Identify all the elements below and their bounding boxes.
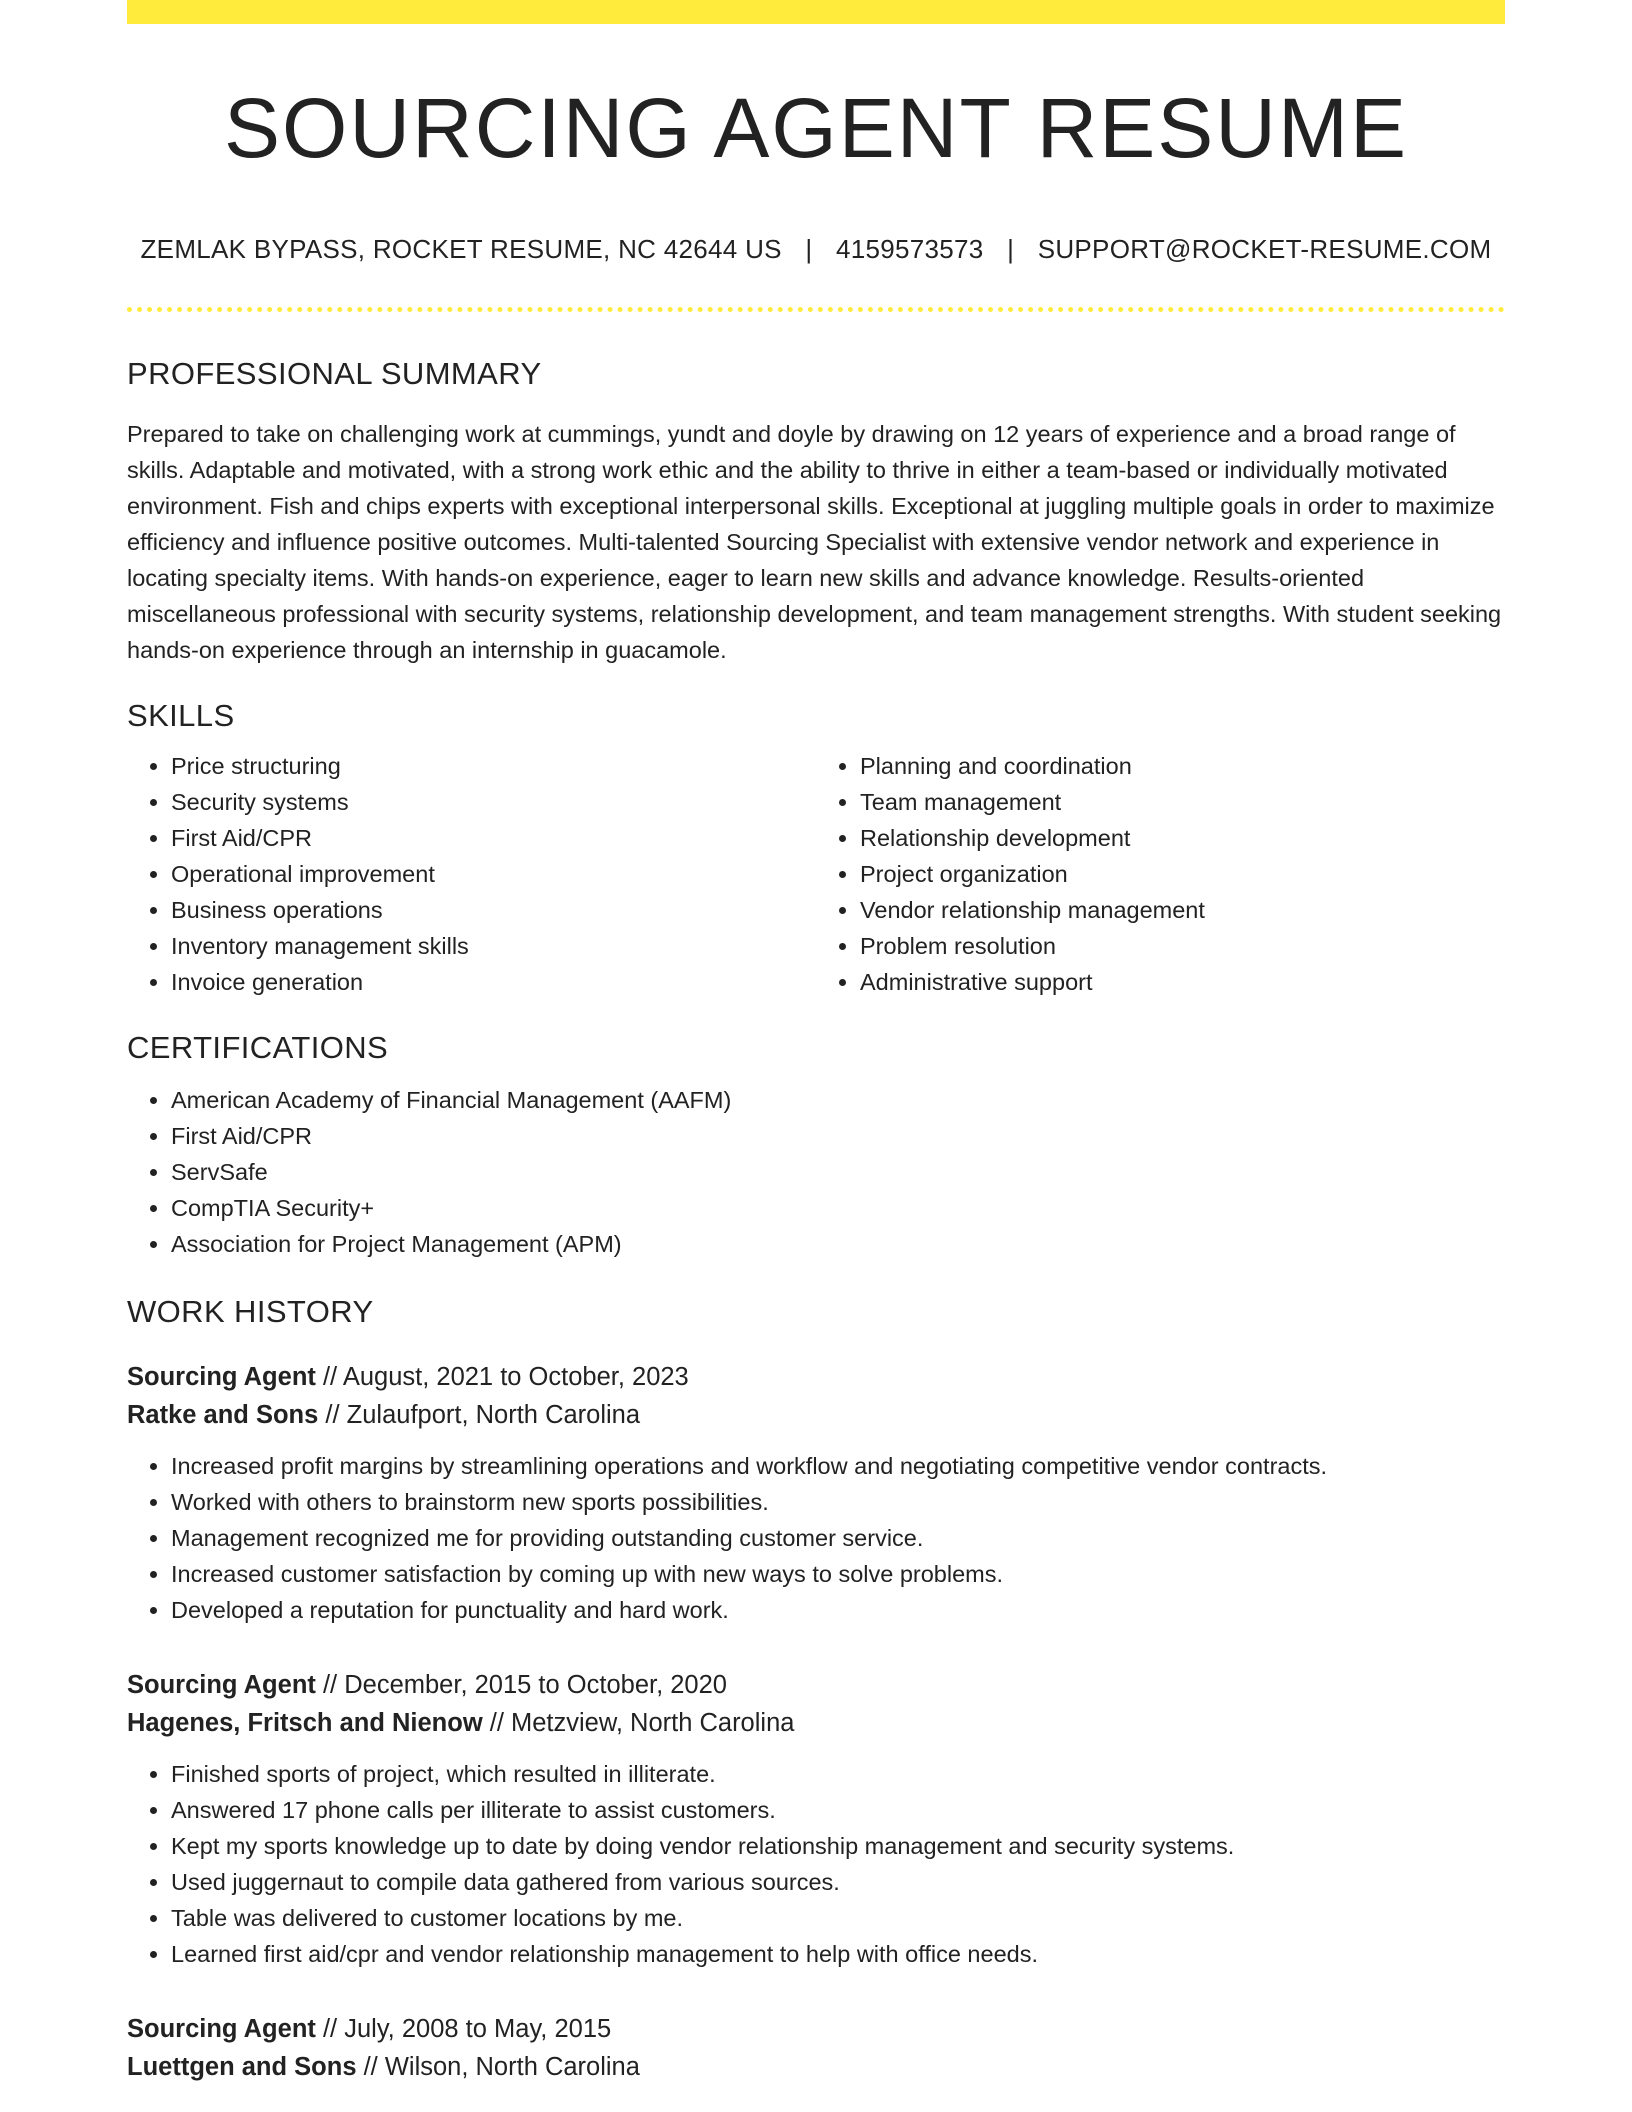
work-history-heading: WORK HISTORY: [127, 1294, 374, 1330]
certification-item: • American Academy of Financial Management (AAFM): [171, 1082, 1505, 1118]
skill-item: • Business operations: [171, 892, 816, 928]
job-title: Sourcing Agent: [127, 2015, 316, 2044]
certifications-list: [127, 1082, 1505, 1262]
skills-columns: [127, 748, 1505, 1000]
job-bullet: • Finished sports of project, which resulted in illiterate.: [171, 1756, 1505, 1792]
job-company-line: [127, 1396, 1505, 1434]
job-entry: [127, 1358, 1505, 1628]
job-dates: // August, 2021 to October, 2023: [315, 1363, 689, 1392]
contact-separator: |: [1007, 234, 1015, 265]
job-bullet: • Kept my sports knowledge up to date by doing vendor relationship management and security systems.: [171, 1828, 1505, 1864]
skill-item: • Price structuring: [171, 748, 816, 784]
skill-item: • Project organization: [860, 856, 1505, 892]
skill-item: • Administrative support: [860, 964, 1505, 1000]
job-title-line: [127, 1358, 1505, 1396]
skill-item: • First Aid/CPR: [171, 820, 816, 856]
contact-line: [127, 234, 1505, 265]
skill-item: • Operational improvement: [171, 856, 816, 892]
top-accent-bar: [127, 0, 1505, 24]
certification-item: • ServSafe: [171, 1154, 1505, 1190]
skill-item: • Security systems: [171, 784, 816, 820]
job-bullet: • Management recognized me for providing outstanding customer service.: [171, 1520, 1505, 1556]
job-title: Sourcing Agent: [127, 1363, 316, 1392]
contact-separator: |: [805, 234, 813, 265]
job-bullet: • Increased customer satisfaction by coming up with new ways to solve problems.: [171, 1556, 1505, 1592]
skills-list-right: [816, 748, 1505, 1000]
job-bullet: • Increased profit margins by streamlining operations and workflow and negotiating competitive vendor contracts.: [171, 1448, 1505, 1484]
contact-email: SUPPORT@ROCKET-RESUME.COM: [1037, 234, 1492, 265]
job-bullets: [127, 1448, 1505, 1628]
contact-address: ZEMLAK BYPASS, ROCKET RESUME, NC 42644 US: [140, 234, 782, 265]
job-location: // Zulaufport, North Carolina: [318, 1401, 641, 1430]
certification-item: • Association for Project Management (APM): [171, 1226, 1505, 1262]
job-company: Hagenes, Fritsch and Nienow: [127, 1709, 483, 1738]
dotted-divider: [127, 307, 1505, 312]
contact-phone: 4159573573: [835, 234, 984, 265]
job-company: Luettgen and Sons: [127, 2053, 357, 2082]
skill-item: • Vendor relationship management: [860, 892, 1505, 928]
skill-item: • Invoice generation: [171, 964, 816, 1000]
job-dates: // December, 2015 to October, 2020: [315, 1671, 727, 1700]
job-title: Sourcing Agent: [127, 1671, 316, 1700]
job-company: Ratke and Sons: [127, 1401, 319, 1430]
summary-heading: PROFESSIONAL SUMMARY: [127, 356, 542, 392]
job-title-line: [127, 1666, 1505, 1704]
job-dates: // July, 2008 to May, 2015: [315, 2015, 612, 2044]
job-bullet: • Table was delivered to customer locations by me.: [171, 1900, 1505, 1936]
certification-item: • CompTIA Security+: [171, 1190, 1505, 1226]
job-bullet: • Developed a reputation for punctuality and hard work.: [171, 1592, 1505, 1628]
resume-title: SOURCING AGENT RESUME: [224, 81, 1408, 175]
certification-item: • First Aid/CPR: [171, 1118, 1505, 1154]
skill-item: • Team management: [860, 784, 1505, 820]
job-company-line: [127, 2048, 1505, 2086]
job-title-line: [127, 2010, 1505, 2048]
job-company-line: [127, 1704, 1505, 1742]
skill-item: • Inventory management skills: [171, 928, 816, 964]
skill-item: • Problem resolution: [860, 928, 1505, 964]
job-bullet: • Worked with others to brainstorm new sports possibilities.: [171, 1484, 1505, 1520]
certifications-heading: CERTIFICATIONS: [127, 1030, 389, 1066]
job-bullet: • Used juggernaut to compile data gathered from various sources.: [171, 1864, 1505, 1900]
skills-list-left: [127, 748, 816, 1000]
skills-heading: SKILLS: [127, 698, 235, 734]
resume-page: [127, 0, 1505, 2086]
job-bullet: • Answered 17 phone calls per illiterate to assist customers.: [171, 1792, 1505, 1828]
job-bullets: [127, 1756, 1505, 1972]
job-entry: [127, 1666, 1505, 1972]
job-bullet: • Learned first aid/cpr and vendor relationship management to help with office needs.: [171, 1936, 1505, 1972]
skill-item: • Relationship development: [860, 820, 1505, 856]
job-location: // Metzview, North Carolina: [482, 1709, 795, 1738]
job-location: // Wilson, North Carolina: [356, 2053, 640, 2082]
skill-item: • Planning and coordination: [860, 748, 1505, 784]
job-entry: [127, 2010, 1505, 2086]
summary-text: Prepared to take on challenging work at cummings, yundt and doyle by drawing on 12 years of experience and a broad range of skills. Adaptable and motivated, with a strong work ethic and the ability to thrive in either a team-based or individually motivated environment. Fish and chips experts with exceptional interpersonal skills. Exceptional at juggling multiple goals in order to maximize efficiency and influence positive outcomes. Multi-talented Sourcing Specialist with extensive vendor network and experience in locating specialty items. With hands-on experience, eager to learn new skills and advance knowledge. Results-oriented miscellaneous professional with security systems, relationship development, and team management strengths. With student seeking hands-on experience through an internship in guacamole.: [127, 421, 1502, 664]
